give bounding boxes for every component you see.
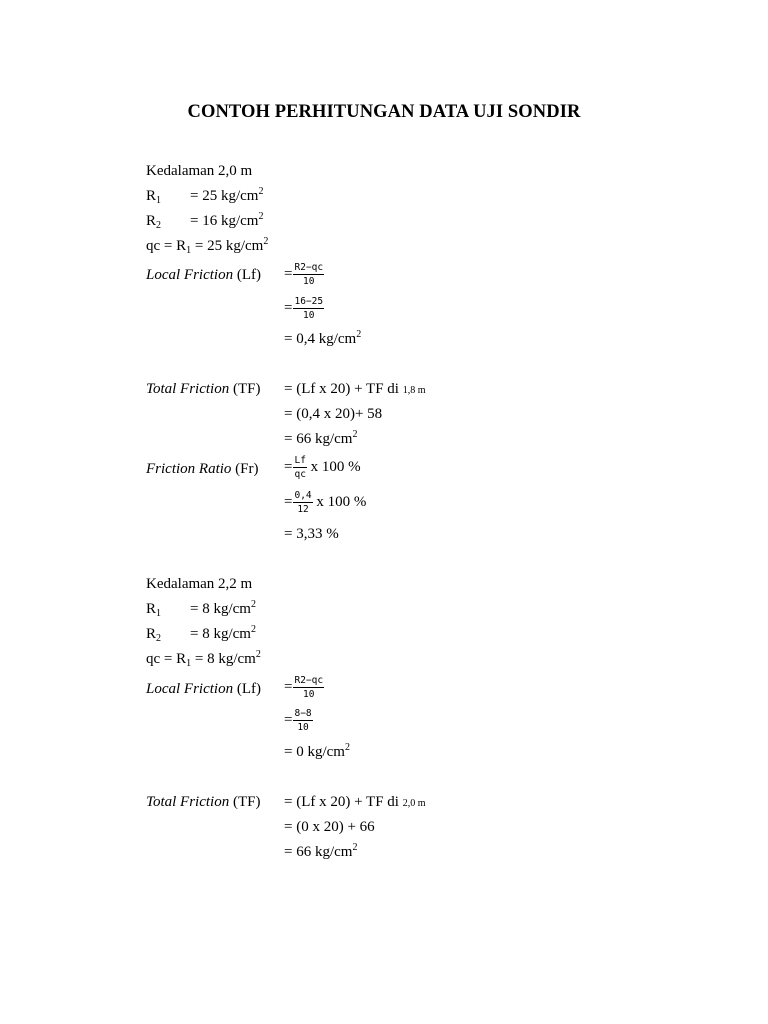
tf-formula-1: = (Lf x 20) + TF di 1,8 m — [284, 381, 426, 397]
r2-value-2: = 8 $kg/cm^2$ — [190, 624, 256, 642]
lf-substitution-1: = $\frac{16-25}{10}$ — [284, 296, 324, 321]
lf-result-1: = 0,4 $kg/cm^2$ — [284, 329, 362, 347]
r1-value-1: = 25 $kg/cm^2$ — [190, 186, 264, 204]
fr-result-1: = 3,33 % — [284, 526, 339, 542]
r2-label-1: $R_2$ — [146, 213, 162, 231]
r2-label-2: $R_2$ — [146, 626, 162, 644]
r1-label-2: $R_1$ — [146, 601, 162, 619]
lf-substitution-2: = $\frac{8-8}{10}$ — [284, 708, 312, 733]
total-friction-label-2: Total Friction (TF) — [146, 794, 261, 810]
tf-substitution-2: = (0 x 20) + 66 — [284, 819, 375, 835]
friction-ratio-label-1: Friction Ratio (Fr) — [146, 461, 259, 477]
fr-substitution-1: = $\frac{0,4}{12}$ x 100 % — [284, 490, 367, 515]
page-title: CONTOH PERHITUNGAN DATA UJI SONDIR — [187, 102, 581, 122]
depth-heading-2: Kedalaman 2,2 m — [146, 576, 253, 592]
lf-formula-1: = $\frac{R2-qc}{10}$ — [284, 262, 324, 287]
local-friction-label-1: Local Friction (Lf) — [146, 267, 261, 283]
lf-formula-2: = $\frac{R2-qc}{10}$ — [284, 675, 324, 700]
tf-substitution-1: = (0,4 x 20)+ 58 — [284, 406, 383, 422]
r1-label-1: $R_1$ — [146, 188, 162, 206]
qc-line-1: qc = $R_1 = 25$ $kg/cm^2$ — [146, 236, 269, 256]
lf-result-2: = 0 $kg/cm^2$ — [284, 742, 350, 760]
r1-value-2: = 8 $kg/cm^2$ — [190, 599, 256, 617]
fr-formula-1: = $\frac{Lf}{qc}$ x 100 % — [284, 455, 361, 480]
depth-heading-1: Kedalaman 2,0 m — [146, 163, 253, 179]
total-friction-label-1: Total Friction (TF) — [146, 381, 261, 397]
tf-result-2: = 66 $kg/cm^2$ — [284, 842, 358, 860]
qc-line-2: qc = $R_1 = 8$ $kg/cm^2$ — [146, 649, 261, 669]
tf-result-1: = 66 $kg/cm^2$ — [284, 429, 358, 447]
local-friction-label-2: Local Friction (Lf) — [146, 681, 261, 697]
tf-formula-2: = (Lf x 20) + TF di 2,0 m — [284, 794, 426, 810]
r2-value-1: = 16 $kg/cm^2$ — [190, 211, 264, 229]
